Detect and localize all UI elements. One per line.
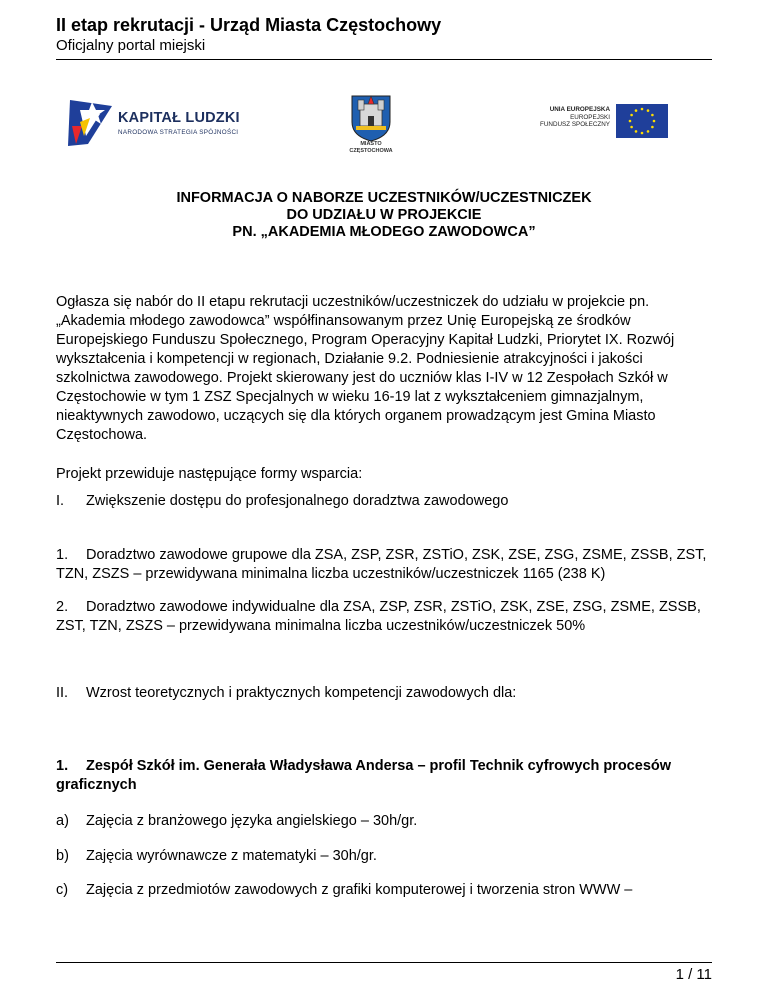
list-item-1-text: Doradztwo zawodowe grupowe dla ZSA, ZSP, ZSR, ZSTiO, ZSK, ZSE, ZSG, ZSME, ZSSB, ZST, TZN, ZSZS – przewidywana minimalna liczba uczestników/uczestniczek 1165 (238 K) (56, 547, 707, 582)
eu-logo-line3: FUNDUSZ SPOŁECZNY (540, 121, 610, 129)
sub-item-b (56, 847, 716, 866)
eu-flag-icon (616, 104, 668, 138)
school-1-number: 1. (56, 758, 69, 774)
list-item-2 (56, 598, 716, 636)
page-title: II etap rekrutacji - Urząd Miasta Częstochowy (56, 15, 442, 35)
kapital-ludzki-title: KAPITAŁ LUDZKI (118, 110, 240, 126)
eu-logo (528, 104, 668, 140)
city-coat-of-arms-logo (338, 94, 404, 164)
sub-item-c-text: Zajęcia z przedmiotów zawodowych z grafiki komputerowej i tworzenia stron WWW – (86, 882, 633, 898)
header-divider (56, 59, 712, 60)
sub-item-c (56, 881, 716, 900)
list-item-1-number: 1. (56, 547, 69, 563)
kapital-ludzki-logo (66, 96, 246, 152)
list-item-1 (56, 546, 716, 584)
kapital-ludzki-subtitle: NARODOWA STRATEGIA SPÓJNOŚCI (118, 129, 239, 136)
section-2-number: II. (56, 685, 69, 701)
section-1-text: Zwiększenie dostępu do profesjonalnego doradztwa zawodowego (86, 493, 509, 509)
heading-line3: PN. „AKADEMIA MŁODEGO ZAWODOWCA” (232, 224, 536, 240)
section-1-number: I. (56, 493, 65, 509)
sub-item-a-label: a) (56, 813, 69, 829)
list-item-2-number: 2. (56, 599, 69, 615)
sub-item-c-label: c) (56, 882, 69, 898)
sub-item-b-text: Zajęcia wyrównawcze z matematyki – 30h/gr. (86, 848, 377, 864)
sub-item-a (56, 812, 716, 831)
section-2 (56, 684, 716, 703)
intro-paragraph: Ogłasza się nabór do II etapu rekrutacji uczestników/uczestniczek do udziału w projekcie pn. „Akademia młodego zawodowca” współfinansowanym przez Unię Europejską ze środków Europejskiego Funduszu Społecznego, Program Operacyjny Kapitał Ludzki, Priorytet IX. Rozwój wykształcenia i kompetencji w regionach, Działanie 9.2. Podniesienie atrakcyjności i jakości szkolnictwa zawodowego. Projekt skierowany jest do uczniów klas I-IV w 12 Zespołach Szkół w Częstochowie w tym 1 ZSZ Specjalnych w wieku 16-19 lat z wykształceniem gimnazjalnym, nieaktywnych zawodowo, uczących się dla których organem prowadzącym jest Gmina Miasto Częstochowa. (56, 294, 675, 443)
footer-divider (56, 962, 712, 963)
forms-intro-paragraph: Projekt przewiduje następujące formy wsparcia: (56, 466, 363, 482)
city-logo-line1: MIASTO (360, 141, 382, 147)
kapital-ludzki-emblem-icon (66, 96, 114, 148)
heading-line1: INFORMACJA O NABORZE UCZESTNIKÓW/UCZESTNICZEK (176, 190, 592, 206)
page-header (56, 14, 712, 56)
document-heading (56, 190, 712, 241)
heading-line2: DO UDZIAŁU W PROJEKCIE (286, 207, 482, 223)
section-2-text: Wzrost teoretycznych i praktycznych kompetencji zawodowych dla: (86, 685, 517, 701)
eu-logo-line1: UNIA EUROPEJSKA (549, 106, 610, 113)
school-1 (56, 757, 716, 795)
page-subtitle: Oficjalny portal miejski (56, 37, 206, 54)
page-number: 1 / 11 (675, 966, 712, 983)
school-1-text: Zespół Szkół im. Generała Władysława Andersa – profil Technik cyfrowych procesów graficznych (56, 758, 672, 793)
coat-of-arms-icon (338, 94, 404, 142)
eu-logo-text (540, 106, 610, 129)
city-logo-line2: CZĘSTOCHOWA (349, 148, 393, 154)
list-item-2-text: Doradztwo zawodowe indywidualne dla ZSA, ZSP, ZSR, ZSTiO, ZSK, ZSE, ZSG, ZSME, ZSSB, ZST, TZN, ZSZS – przewidywana minimalna liczba uczestników/uczestniczek 50% (56, 599, 701, 634)
sub-item-a-text: Zajęcia z branżowego języka angielskiego – 30h/gr. (86, 813, 418, 829)
eu-logo-line2: EUROPEJSKI (570, 113, 610, 121)
sub-item-b-label: b) (56, 848, 69, 864)
section-1 (56, 492, 716, 511)
